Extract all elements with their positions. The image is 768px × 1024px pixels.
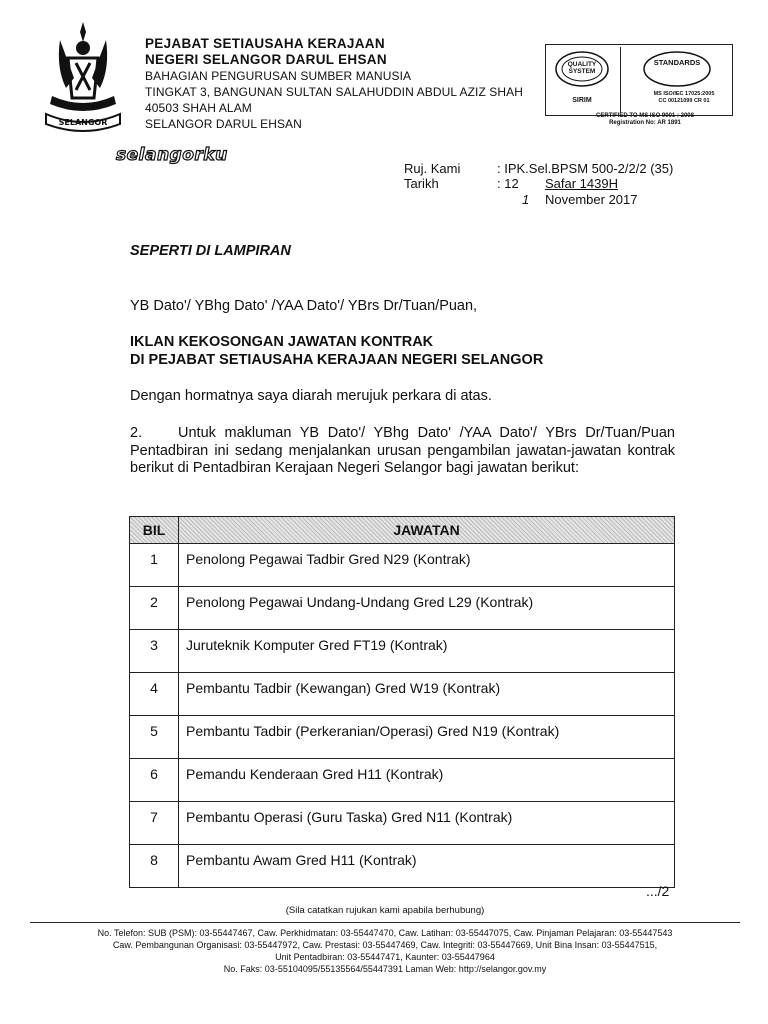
address-line3: SELANGOR DARUL EHSAN [145,117,302,131]
opening-paragraph: Dengan hormatnya saya diarah merujuk perkara di atas. [130,388,492,404]
table-row [130,845,675,888]
paragraph-2 [130,425,675,478]
footer-phone-line1: No. Telefon: SUB (PSM): 03-55447467, Caw. Perkhidmatan: 03-55447470, Caw. Latihan: 03-55447075, Caw. Pinjaman Pelajaran: 03-55447543 [97,928,673,938]
vacancy-table [129,516,675,888]
ms-iso-iec-label: MS ISO/IEC 17025:2005 [653,91,715,97]
sirim-label: SIRIM [572,97,592,104]
header-bil: BIL [130,517,179,544]
row-jawatan: Pembantu Tadbir (Kewangan) Gred W19 (Kontrak) [179,673,675,716]
table-header-row [130,517,675,544]
row-jawatan: Pemandu Kenderaan Gred H11 (Kontrak) [179,759,675,802]
subject-line2: DI PEJABAT SETIAUSAHA KERAJAAN NEGERI SELANGOR [130,352,544,368]
standards-label: STANDARDS [653,58,701,67]
quality-system-label: QUALITY SYSTEM [567,61,597,75]
row-jawatan: Penolong Pegawai Tadbir Gred N29 (Kontrak) [179,544,675,587]
row-bil: 8 [130,845,179,888]
ruj-kami-value: : IPK.Sel.BPSM 500-2/2/2 (35) [497,161,674,176]
tarikh-gregorian: November 2017 [545,192,638,207]
row-bil: 3 [130,630,179,673]
selangor-crest-logo [38,18,128,136]
paragraph-2-number: 2. [130,425,143,441]
row-bil: 4 [130,673,179,716]
row-jawatan: Pembantu Operasi (Guru Taska) Gred N11 (Kontrak) [179,802,675,845]
table-row [130,587,675,630]
cc-number-label: CC 00121099 CR 01 [658,98,710,104]
row-jawatan: Juruteknik Komputer Gred FT19 (Kontrak) [179,630,675,673]
footer-divider [30,922,740,923]
tarikh-day: : 12 [497,176,519,191]
row-jawatan: Penolong Pegawai Undang-Undang Gred L29 (Kontrak) [179,587,675,630]
tarikh-hijri: Safar 1439H [545,176,618,191]
paragraph-2-text: Untuk makluman YB Dato'/ YBhg Dato' /YAA Dato'/ YBrs Dr/Tuan/Puan Pentadbiran ini sedang menjalankan urusan pengambilan jawatan-jawatan kontrak berikut di Pentadbiran Kerajaan Negeri Selangor bagi jawatan berikut: [130,425,675,476]
row-jawatan: Pembantu Tadbir (Perkeranian/Operasi) Gred N19 (Kontrak) [179,716,675,759]
row-bil: 2 [130,587,179,630]
standards-malaysia-badge-icon [642,49,712,89]
org-name-line1: PEJABAT SETIAUSAHA KERAJAAN [145,36,385,51]
tarikh-label: Tarikh [404,176,439,191]
distribution-note: SEPERTI DI LAMPIRAN [130,243,291,259]
subject-line1: IKLAN KEKOSONGAN JAWATAN KONTRAK [130,334,434,350]
table-row [130,630,675,673]
certified-iso-text: CERTIFIED TO MS ISO 9001 : 2008 [596,113,694,119]
footer-phone-line3: Unit Pentadbiran: 03-55447471, Kaunter: 03-55447964 [275,952,495,962]
table-row [130,802,675,845]
ruj-kami-label: Ruj. Kami [404,161,461,176]
org-name-line2: NEGERI SELANGOR DARUL EHSAN [145,52,387,67]
crest-label: SELANGOR [58,118,108,127]
row-bil: 1 [130,544,179,587]
footer-phone-line2: Caw. Pembangunan Organisasi: 03-55447972, Caw. Prestasi: 03-55447469, Caw. Integriti: 03-55447669, Unit Bina Insan: 03-55447515, [112,940,658,950]
registration-number-text: Registration No: AR 1891 [609,120,681,126]
department-name: BAHAGIAN PENGURUSAN SUMBER MANUSIA [145,69,412,83]
page-continuation: .../2 [646,883,670,899]
row-jawatan: Pembantu Awam Gred H11 (Kontrak) [179,845,675,888]
row-bil: 7 [130,802,179,845]
table-row [130,716,675,759]
row-bil: 6 [130,759,179,802]
cert-divider [620,47,621,113]
footer-fax-web-line: No. Faks: 03-55104095/55135564/55447391 Laman Web: http://selangor.gov.my [223,964,547,974]
header-jawatan: JAWATAN [179,517,675,544]
certification-box [545,44,733,116]
row-bil: 5 [130,716,179,759]
address-line2: 40503 SHAH ALAM [145,101,252,115]
footer-note: (Sila catatkan rujukan kami apabila berhubung) [285,905,485,916]
salutation: YB Dato'/ YBhg Dato' /YAA Dato'/ YBrs Dr/Tuan/Puan, [130,298,478,314]
table-row [130,544,675,587]
selangorku-slogan: selangorku [116,145,228,165]
address-line1: TINGKAT 3, BANGUNAN SULTAN SALAHUDDIN ABDUL AZIZ SHAH [145,85,524,99]
tarikh-mark: 1 [522,192,530,207]
table-row [130,673,675,716]
table-row [130,759,675,802]
